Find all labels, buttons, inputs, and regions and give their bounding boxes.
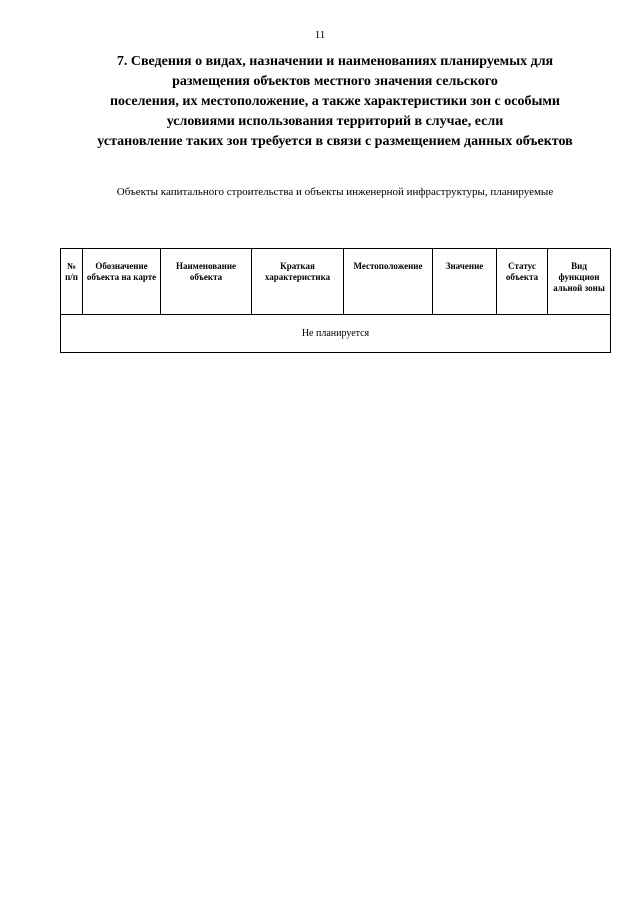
- column-header-location: Местоположение: [344, 249, 433, 315]
- column-header-functional-zone: Вид функцион альной зоны: [548, 249, 611, 315]
- column-header-brief-description: Краткая характеристика: [252, 249, 344, 315]
- table-row: [61, 315, 611, 353]
- heading-line: установление таких зон требуется в связи с размещением данных объектов: [97, 134, 573, 149]
- heading-line: 7. Сведения о видах, назначении и наименованиях планируемых для: [116, 54, 554, 69]
- page-number: 11: [314, 29, 326, 41]
- empty-row-text: Не планируется: [61, 315, 611, 353]
- column-header-map-designation: Обозначение объекта на карте: [83, 249, 161, 315]
- table-subtitle: Объекты капитального строительства и объекты инженерной инфраструктуры, планируемые: [116, 186, 554, 198]
- table-header-row: [61, 249, 611, 315]
- heading-line: поселения, их местоположение, а также характеристики зон с особыми: [109, 94, 561, 109]
- section-heading: [60, 52, 610, 152]
- column-header-significance: Значение: [433, 249, 497, 315]
- heading-line: условиями использования территорий в случае, если: [166, 114, 504, 129]
- column-header-object-name: Наименование объекта: [161, 249, 252, 315]
- column-header-number: № п/п: [61, 249, 83, 315]
- planned-objects-table: [60, 248, 611, 353]
- heading-line: размещения объектов местного значения сельского: [172, 74, 498, 89]
- column-header-object-status: Статус объекта: [497, 249, 548, 315]
